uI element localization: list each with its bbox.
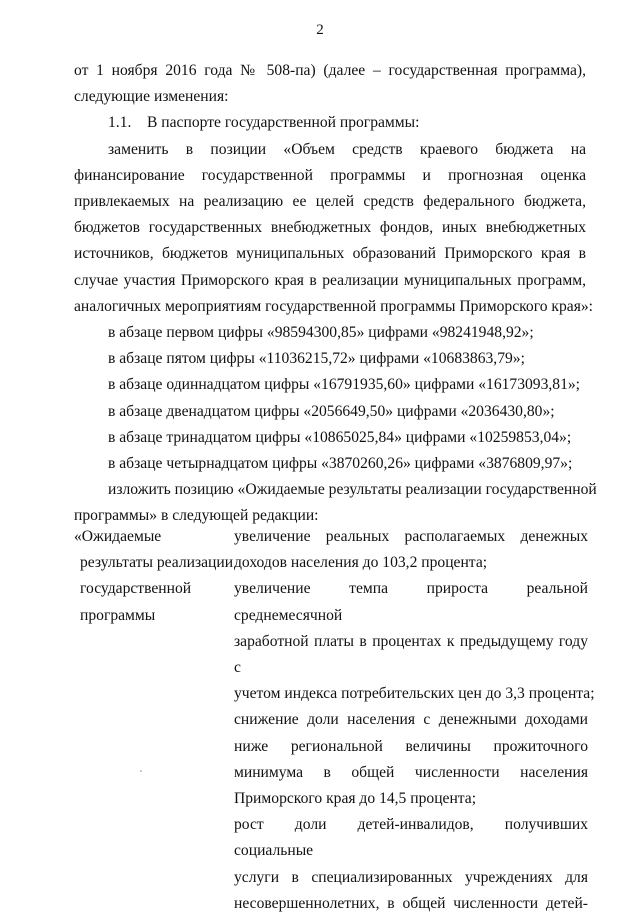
results-label-line: результаты реализации bbox=[80, 554, 234, 572]
results-value-line: учетом индекса потребительских цен до 3,3 процента; bbox=[234, 685, 595, 703]
scan-speck bbox=[140, 770, 142, 772]
intro-line-2: следующие изменения: bbox=[74, 88, 229, 106]
amendments-list bbox=[74, 320, 586, 477]
amendment-item: в абзаце первом цифры «98594300,85» цифрами «98241948,92»; bbox=[108, 324, 534, 342]
replace-line: привлекаемых на реализацию ее целей средств федерального бюджета, bbox=[74, 193, 586, 211]
page-number: 2 bbox=[316, 22, 324, 38]
replace-line: источников, бюджетов муниципальных образований Приморского края в bbox=[74, 245, 586, 263]
results-value-line: снижение доли населения с денежными доходами bbox=[234, 711, 588, 729]
amendment-item: в абзаце двенадцатом цифры «2056649,50» цифрами «2036430,80»; bbox=[108, 402, 555, 420]
replace-line: бюджетов государственных внебюджетных фондов, иных внебюджетных bbox=[74, 219, 586, 237]
amendment-item: в абзаце одиннадцатом цифры «16791935,60» цифрами «16173093,81»; bbox=[108, 376, 581, 394]
results-value-line: доходов населения до 103,2 процента; bbox=[234, 554, 488, 572]
replace-line-last: аналогичных мероприятиям государственной программы Приморского края»: bbox=[74, 297, 594, 315]
intro-line-1: от 1 ноября 2016 года № 508-па) (далее – государственная программа), bbox=[74, 62, 586, 79]
replace-paragraph bbox=[74, 137, 594, 320]
restate-line-2: программы» в следующей редакции: bbox=[74, 507, 319, 525]
results-value-line: Приморского края до 14,5 процента; bbox=[234, 790, 477, 808]
results-value-line: увеличение реальных располагаемых денежных bbox=[234, 528, 588, 545]
results-value-line: заработной платы в процентах к предыдущему году с bbox=[234, 632, 588, 677]
amendment-item: в абзаце тринадцатом цифры «10865025,84» цифрами «10259853,04»; bbox=[108, 428, 572, 446]
results-value-line: минимума в общей численности населения bbox=[234, 763, 588, 781]
section-heading: 1.1. В паспорте государственной программы: bbox=[108, 114, 420, 132]
amendment-item: в абзаце пятом цифры «11036215,72» цифрами «10683863,79»; bbox=[108, 350, 525, 368]
document-body bbox=[74, 58, 597, 530]
amendment-item: в абзаце четырнадцатом цифры «3870260,26» цифрами «3876809,97»; bbox=[108, 455, 573, 473]
results-value-line: увеличение темпа прироста реальной среднемесячной bbox=[234, 580, 588, 624]
results-label-line: программы bbox=[80, 606, 156, 624]
results-label-cell bbox=[74, 524, 234, 629]
results-value-line: рост доли детей-инвалидов, получивших социальные bbox=[234, 816, 588, 860]
results-label-line: «Ожидаемые bbox=[74, 528, 162, 545]
results-value-cell bbox=[234, 524, 595, 917]
replace-line: заменить в позиции «Объем средств краевого бюджета на bbox=[108, 140, 586, 158]
results-value-line: услуги в специализированных учреждениях для bbox=[234, 868, 588, 886]
replace-line: случае участия Приморского края в реализации муниципальных программ, bbox=[74, 271, 586, 289]
replace-line: финансирование государственной программы и прогнозная оценка bbox=[74, 166, 586, 184]
restate-line-1: изложить позицию «Ожидаемые результаты реализации государственной bbox=[108, 481, 597, 499]
results-label-line: государственной bbox=[80, 580, 192, 598]
restate-paragraph bbox=[74, 477, 597, 529]
intro-paragraph bbox=[74, 58, 586, 110]
results-value-line: ниже региональной величины прожиточного bbox=[234, 737, 588, 755]
results-value-line: несовершеннолетних, в общей численности детей- bbox=[234, 894, 588, 912]
